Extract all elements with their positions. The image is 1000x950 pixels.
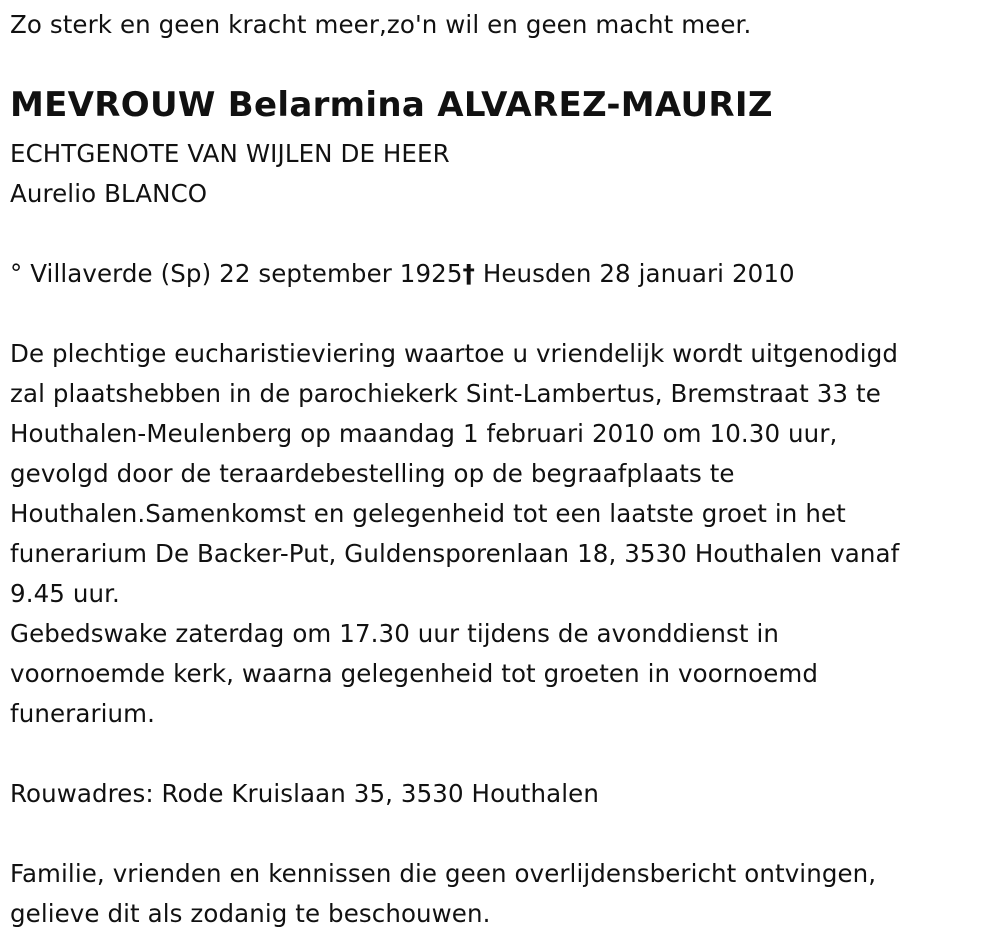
vigil-line: funerarium. (10, 699, 156, 728)
spouse-line: ECHTGENOTE VAN WIJLEN DE HEER (10, 139, 450, 168)
ceremony-line: funerarium De Backer-Put, Guldensporenlaan 18, 3530 Houthalen vanaf (10, 539, 900, 568)
cross-icon: † (462, 259, 475, 288)
spouse-name: Aurelio BLANCO (10, 179, 208, 208)
ceremony-line: De plechtige eucharistieviering waartoe u vriendelijk wordt uitgenodigd (10, 339, 899, 368)
vigil-line: Gebedswake zaterdag om 17.30 uur tijdens de avonddienst in (10, 619, 779, 648)
ceremony-line: Houthalen.Samenkomst en gelegenheid tot een laatste groet in het (10, 499, 846, 528)
closing-line: Familie, vrienden en kennissen die geen overlijdensbericht ontvingen, (10, 859, 877, 888)
death-info: Heusden 28 januari 2010 (474, 259, 795, 288)
ceremony-line: 9.45 uur. (10, 579, 120, 608)
closing-line: gelieve dit als zodanig te beschouwen. (10, 899, 491, 928)
ceremony-line: Houthalen-Meulenberg op maandag 1 februari 2010 om 10.30 uur, (10, 419, 838, 448)
life-dates (10, 259, 795, 289)
birth-info: ° Villaverde (Sp) 22 september 1925 (10, 259, 463, 288)
mourning-address: Rouwadres: Rode Kruislaan 35, 3530 Houthalen (10, 779, 599, 808)
ceremony-line: zal plaatshebben in de parochiekerk Sint-Lambertus, Bremstraat 33 te (10, 379, 881, 408)
vigil-line: voornoemde kerk, waarna gelegenheid tot groeten in voornoemd (10, 659, 819, 688)
motto: Zo sterk en geen kracht meer,zo'n wil en geen macht meer. (10, 10, 752, 39)
ceremony-line: gevolgd door de teraardebestelling op de begraafplaats te (10, 459, 735, 488)
deceased-name: MEVROUW Belarmina ALVAREZ-MAURIZ (10, 85, 773, 125)
